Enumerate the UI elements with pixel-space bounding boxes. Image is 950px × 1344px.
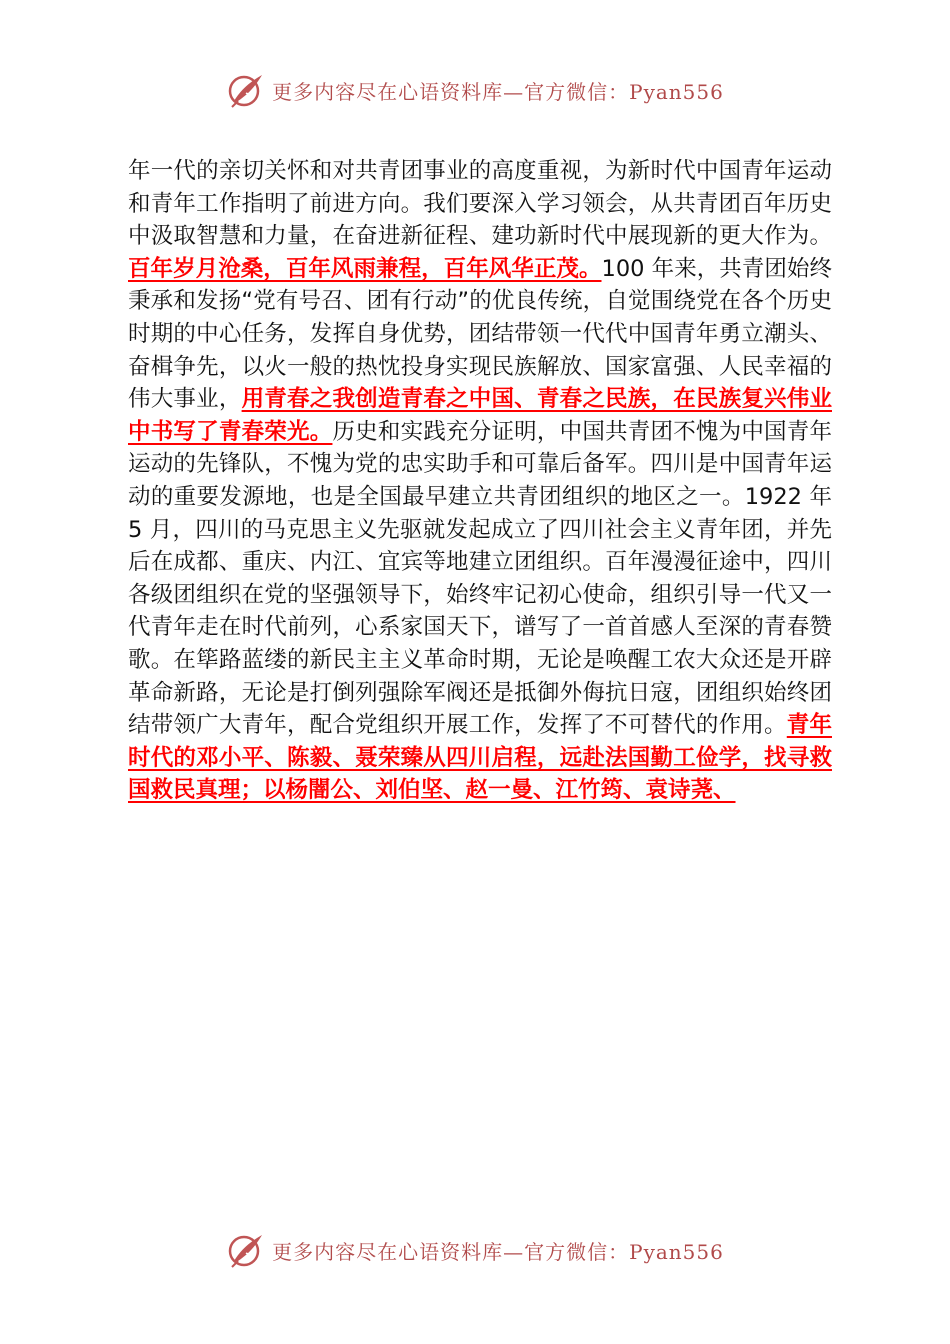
highlighted-text: 用青春之我创造青春之中国、青春之民族，在民族复兴伟业中书写了青春荣光。 [128,386,832,445]
paragraph-text: 100 年来，共青团始终秉承和发扬“党有号召、团有行动”的优良传统，自觉围绕党在各个历史时期的中心任务，发挥自身优势，团结带领一代代中国青年勇立潮头、奋楫争先，以火一般的热忱投身实现民族解放、国家富强、人民幸福的伟大事业， [128,255,832,413]
paragraph-text: 历史和实践充分证明，中国共青团不愧为中国青年运动的先锋队，不愧为党的忠实助手和可靠后备军。四川是中国青年运动的重要发源地，也是全国最早建立共青团组织的地区之一。1922 年 5 月，四川的马克思主义先驱就发起成立了四川社会主义青年团，并先后在成都、重庆、内江、宜宾等地建立团组织。百年漫漫征途中，四川各级团组织在党的坚强领导下，始终牢记初心使命，组织引导一代又一代青年走在时代前列，心系家国天下，谱写了一首首感人至深的青春赞歌。在筚路蓝缕的新民主主义革命时期，无论是唤醒工农大众还是开辟革命新路，无论是打倒列强除军阀还是抵御外侮抗日寇，团组织始终团结带领广大青年，配合党组织开展工作，发挥了不可替代的作用。 [128,418,832,739]
quill-circle-logo-icon [226,71,266,109]
watermark-text: 更多内容尽在心语资料库—官方微信：Pyan556 [272,1239,724,1264]
header-watermark [0,70,950,110]
quill-circle-logo-icon [226,1231,266,1269]
footer-watermark [0,1230,950,1270]
highlighted-text: 青年时代的邓小平、陈毅、聂荣臻从四川启程，远赴法国勤工俭学，找寻救国救民真理；以杨闇公、刘伯坚、赵一曼、江竹筠、袁诗荛、 [128,712,832,804]
document-body [128,155,832,807]
highlighted-text: 百年岁月沧桑，百年风雨兼程，百年风华正茂。 [128,255,602,282]
watermark-text: 更多内容尽在心语资料库—官方微信：Pyan556 [272,79,724,104]
paragraph-text: 年一代的亲切关怀和对共青团事业的高度重视，为新时代中国青年运动和青年工作指明了前进方向。我们要深入学习领会，从共青团百年历史中汲取智慧和力量，在奋进新征程、建功新时代中展现新的更大作为。 [128,158,832,250]
